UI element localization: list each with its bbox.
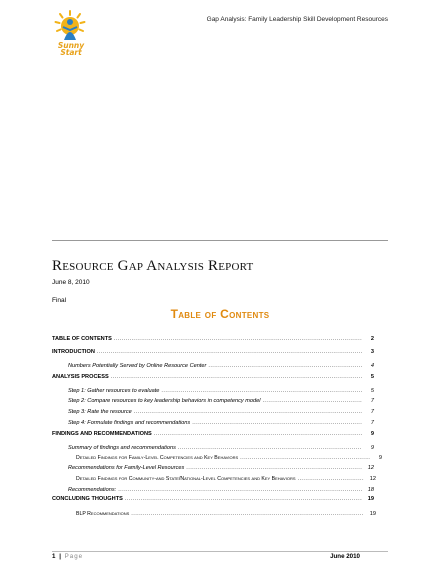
toc-leader-dots (111, 373, 362, 382)
toc-entry-page: 12 (367, 465, 374, 471)
toc-entry-label: Step 2: Compare resources to key leadership behaviors in competency model (68, 398, 261, 404)
toc-entry-page: 9 (370, 431, 374, 437)
footer-divider (52, 551, 388, 552)
toc-leader-dots (161, 387, 362, 396)
toc-entry[interactable] (52, 373, 374, 382)
logo-word-sunny: Sunny (57, 41, 85, 50)
toc-entry-page: 7 (370, 420, 374, 426)
toc-entry-page: 4 (370, 363, 374, 369)
toc-leader-dots (131, 510, 364, 519)
footer-page-number: 1 (52, 553, 56, 560)
toc-entry-page: 3 (370, 349, 374, 355)
toc-entry-label: CONCLUDING THOUGHTS (52, 496, 123, 502)
toc-leader-dots (262, 397, 362, 406)
toc-leader-dots (186, 464, 362, 473)
toc-entry[interactable] (52, 348, 374, 357)
toc-entry[interactable] (52, 387, 374, 396)
toc-entry-label: Numbers Potentially Served by Online Resource Center (68, 363, 207, 369)
toc-leader-dots (118, 486, 362, 495)
toc-entry-label: TABLE OF CONTENTS (52, 336, 112, 342)
footer-date: June 2010 (330, 553, 360, 560)
toc-entry-page: 2 (370, 336, 374, 342)
toc-entry[interactable] (52, 362, 374, 371)
toc-entry[interactable] (52, 510, 376, 519)
toc-leader-dots (298, 475, 365, 484)
toc-entry[interactable] (52, 486, 374, 495)
toc-leader-dots (240, 454, 370, 463)
toc-leader-dots (114, 335, 362, 344)
footer-page-word: Page (64, 553, 84, 560)
toc-entry-page: 5 (370, 374, 374, 380)
toc-leader-dots (192, 419, 362, 428)
toc-entry-page: 7 (370, 409, 374, 415)
toc-leader-dots (208, 362, 362, 371)
toc-leader-dots (97, 348, 362, 357)
footer-separator: | (59, 553, 61, 560)
toc-entry[interactable] (52, 475, 376, 484)
toc-entry[interactable] (52, 464, 374, 473)
toc-entry[interactable] (52, 408, 374, 417)
sun-child-icon (54, 10, 86, 44)
toc-entry-label: Step 4: Formulate findings and recommendations (68, 420, 191, 426)
toc-entry[interactable] (52, 495, 374, 504)
toc-entry-label: Detailed Findings for Family-Level Competencies and Key Behaviors (76, 455, 239, 461)
toc-leader-dots (178, 444, 362, 453)
report-status: Final (52, 297, 67, 304)
toc-entry-page: 12 (369, 476, 376, 482)
toc-entry[interactable] (52, 454, 382, 463)
toc-entry[interactable] (52, 335, 374, 344)
footer-page-label (52, 553, 83, 560)
toc-entry[interactable] (52, 397, 374, 406)
toc-entry[interactable] (52, 419, 374, 428)
toc-entry-page: 7 (370, 398, 374, 404)
report-date: June 8, 2010 (52, 279, 90, 286)
toc-entry[interactable] (52, 430, 374, 439)
toc-entry-label: FINDINGS AND RECOMMENDATIONS (52, 431, 152, 437)
toc-entry-page: 19 (367, 496, 374, 502)
running-header-title: Gap Analysis: Family Leadership Skill Development Resources (206, 16, 388, 23)
toc-leader-dots (154, 430, 362, 439)
toc-entry[interactable] (52, 444, 374, 453)
toc-entry-label: Recommendations: (68, 487, 117, 493)
toc-entry-page: 5 (370, 388, 374, 394)
toc-entry-label: Step 3: Rate the resource (68, 409, 132, 415)
toc-entry-label: BLP Recommendations (76, 511, 130, 517)
toc-entry-page: 19 (369, 511, 376, 517)
toc-entry-page: 18 (367, 487, 374, 493)
logo-word-start: Start (60, 48, 82, 57)
toc-entry-label: Recommendations for Family-Level Resources (68, 465, 185, 471)
toc-entry-page: 9 (378, 455, 382, 461)
toc-entry-label: Step 1: Gather resources to evaluate (68, 388, 160, 394)
toc-leader-dots (125, 495, 362, 504)
toc-heading: Table of Contents (170, 307, 270, 321)
report-title: Resource Gap Analysis Report (52, 258, 254, 274)
toc-entry-label: Detailed Findings for Community-and State/National-Level Competencies and Key Behaviors (76, 476, 296, 482)
toc-entry-label: Summary of findings and recommendations (68, 445, 176, 451)
toc-entry-label: INTRODUCTION (52, 349, 95, 355)
logo-text (54, 42, 88, 56)
toc-entry-page: 9 (370, 445, 374, 451)
toc-entry-label: ANALYSIS PROCESS (52, 374, 109, 380)
toc-leader-dots (134, 408, 362, 417)
title-divider (52, 240, 388, 241)
